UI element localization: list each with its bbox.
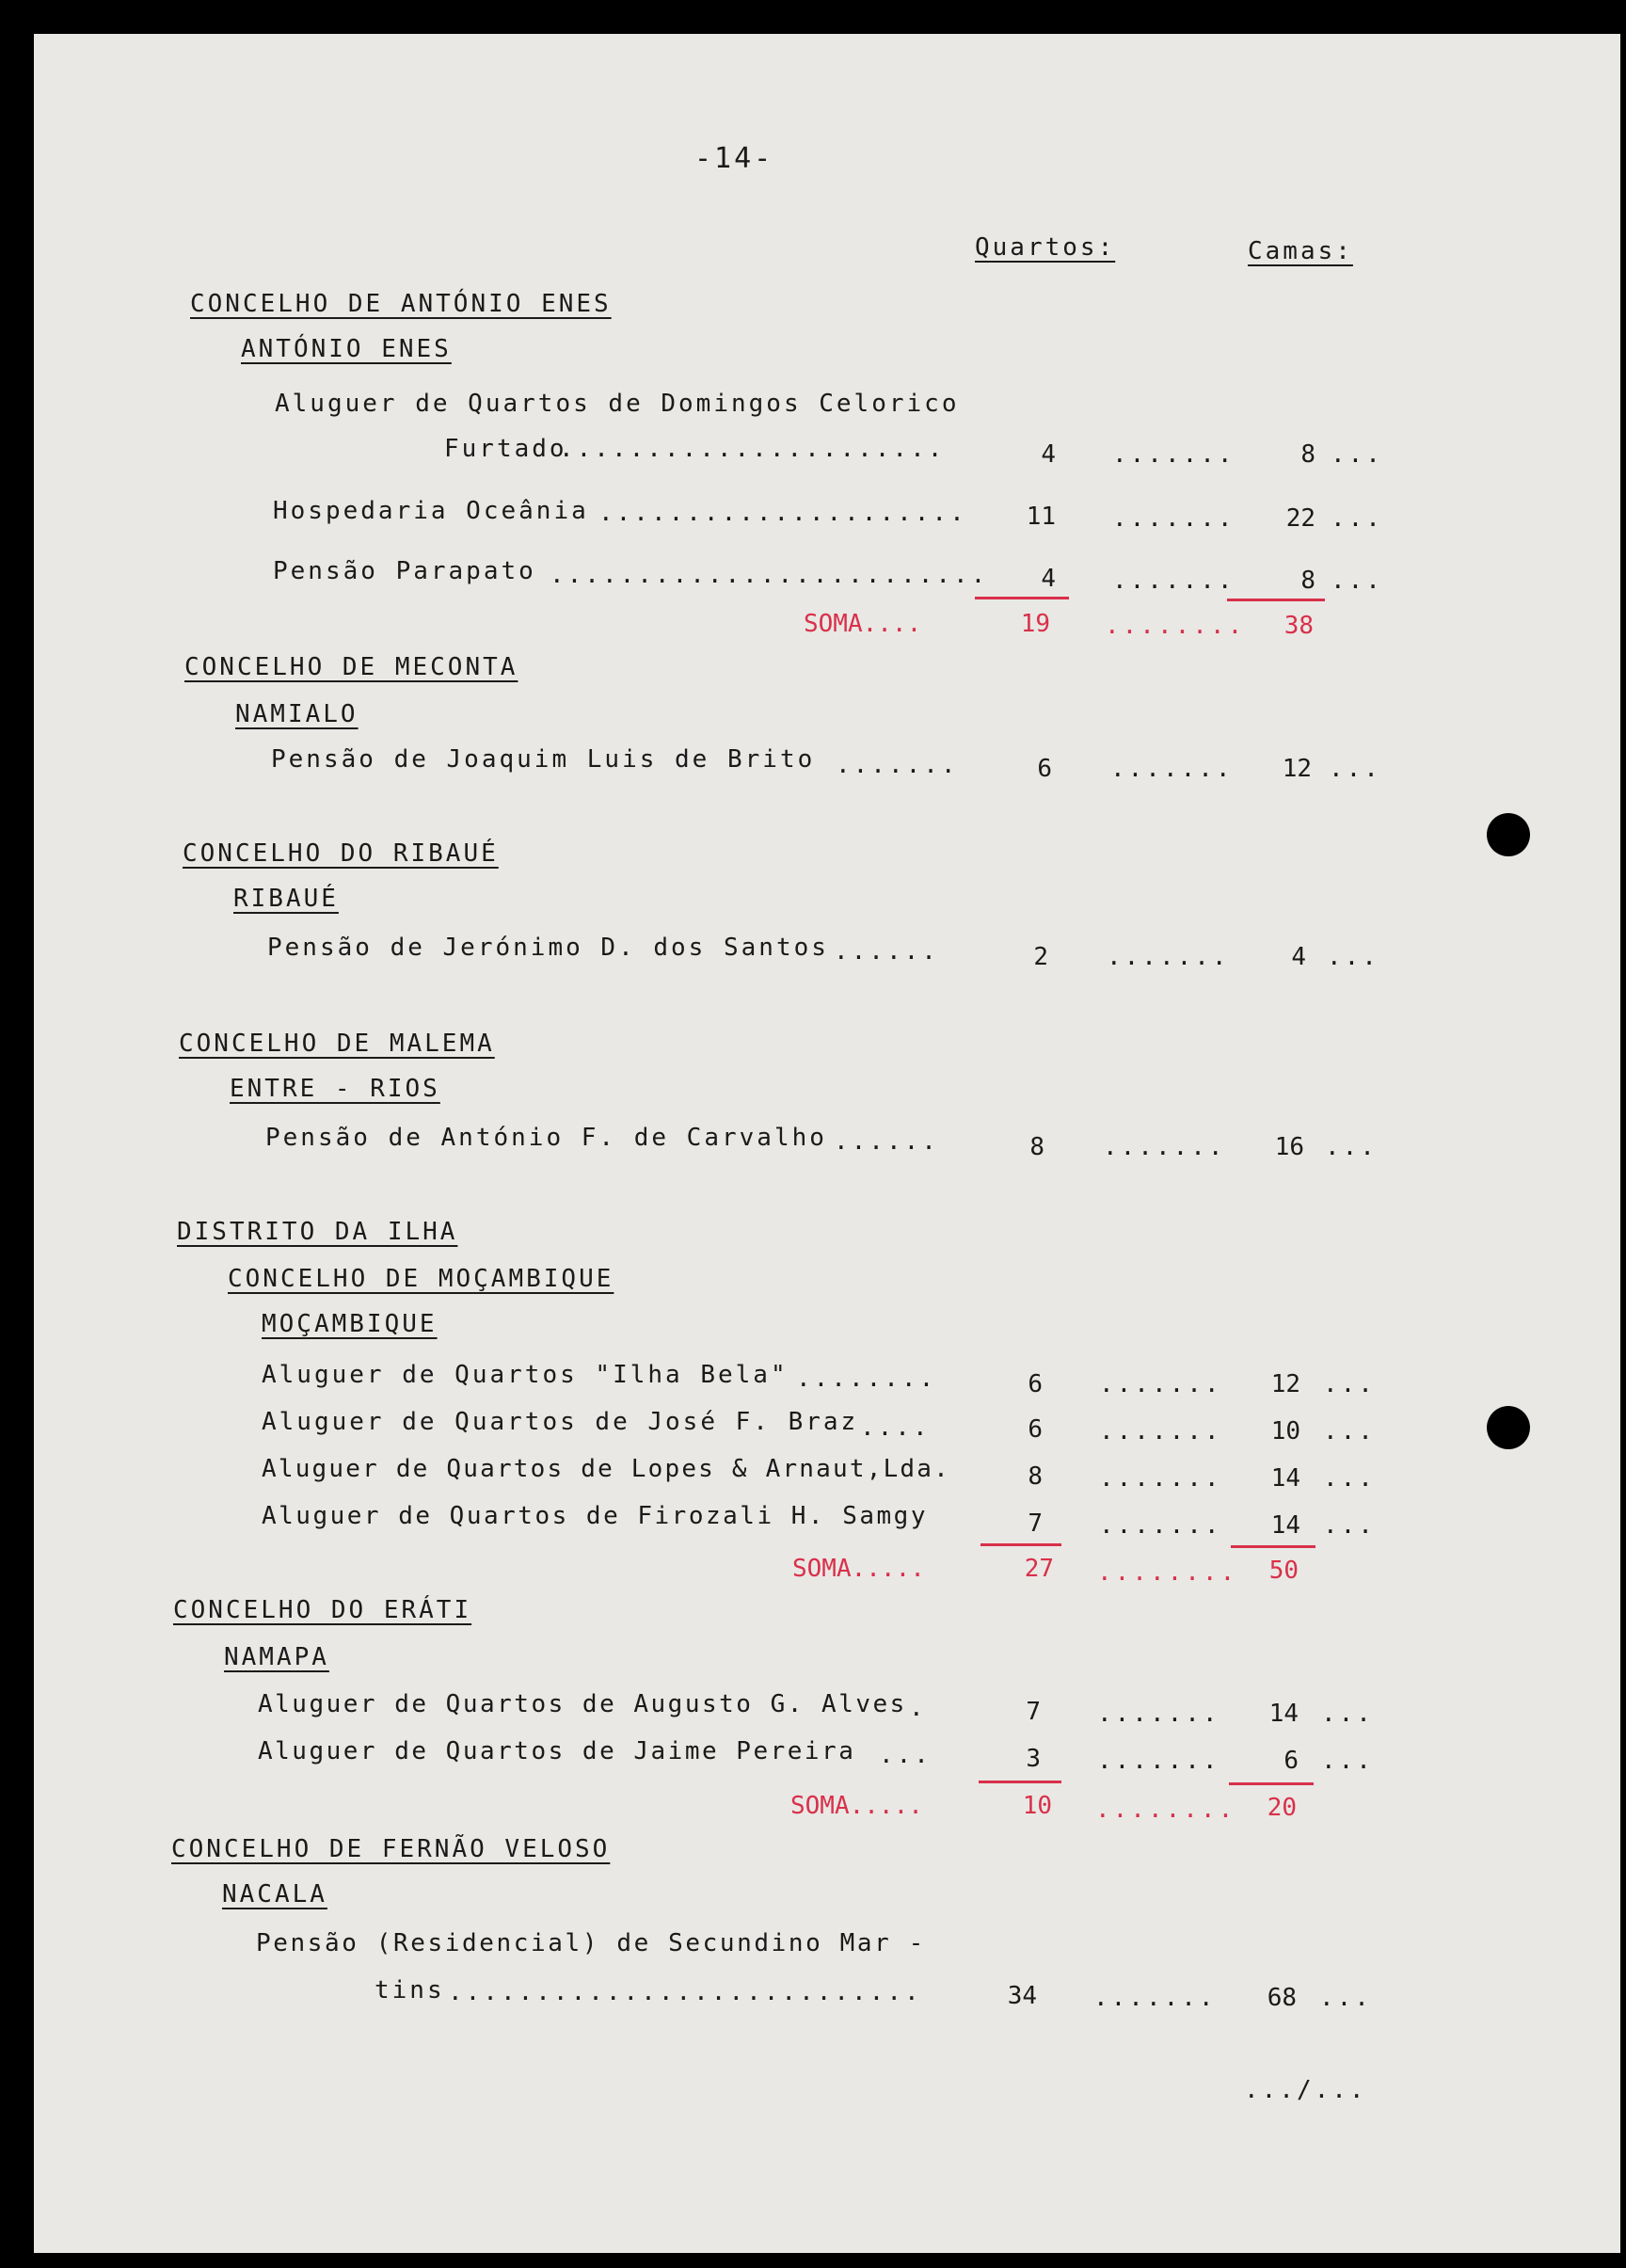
- quartos-value: 34: [1007, 1982, 1037, 2010]
- camas-value: 14: [1268, 1700, 1299, 1728]
- sum-rule: [980, 1543, 1061, 1546]
- locality-namialo: NAMIALO: [235, 700, 359, 728]
- punch-hole-top: [1487, 813, 1530, 856]
- quartos-value: 7: [1026, 1698, 1041, 1726]
- leader-dots: .......: [836, 751, 959, 779]
- concelho-erati: CONCELHO DO ERÁTI: [173, 1596, 472, 1624]
- sum-rule: [1231, 1545, 1315, 1548]
- camas-value: 16: [1274, 1133, 1304, 1161]
- quartos-value: 6: [1037, 755, 1052, 783]
- item-name: Aluguer de Quartos de Augusto G. Alves: [258, 1690, 907, 1718]
- camas-value: 12: [1270, 1370, 1300, 1398]
- header-camas: Camas:: [1248, 237, 1353, 265]
- header-quartos: Quartos:: [975, 233, 1116, 262]
- distrito-ilha: DISTRITO DA ILHA: [177, 1218, 458, 1246]
- cont-dots: ...: [1323, 1511, 1376, 1540]
- item-name: Pensão (Residencial) de Secundino Mar -: [256, 1929, 926, 1957]
- cont-dots: ...: [1331, 440, 1383, 469]
- cont-dots: ...: [1331, 504, 1383, 533]
- soma-camas: 38: [1283, 612, 1314, 640]
- camas-value: 14: [1270, 1511, 1300, 1540]
- camas-value: 6: [1283, 1747, 1299, 1775]
- mid-dots: .......: [1093, 1984, 1217, 2012]
- item-name: Pensão Parapato: [273, 557, 536, 585]
- cont-dots: ...: [1321, 1747, 1374, 1775]
- document-page: [34, 34, 1620, 2253]
- punch-hole-bottom: [1487, 1406, 1530, 1449]
- mid-dots: .......: [1097, 1747, 1220, 1775]
- red-dots: ........: [1097, 1558, 1238, 1587]
- cont-dots: ...: [1321, 1700, 1374, 1728]
- item-name: Pensão de Joaquim Luis de Brito: [271, 745, 816, 774]
- red-dots: ........: [1095, 1796, 1236, 1824]
- mid-dots: .......: [1112, 567, 1235, 595]
- soma-quartos: 10: [1022, 1792, 1052, 1820]
- mid-dots: .......: [1097, 1700, 1220, 1728]
- leader-dots: ......: [834, 937, 939, 966]
- locality-mocambique: MOÇAMBIQUE: [262, 1310, 438, 1338]
- camas-value: 12: [1282, 755, 1312, 783]
- concelho-mocambique: CONCELHO DE MOÇAMBIQUE: [228, 1265, 614, 1293]
- item-name: Aluguer de Quartos de Lopes & Arnaut,Lda.: [262, 1455, 950, 1483]
- mid-dots: .......: [1103, 1133, 1226, 1161]
- concelho-meconta: CONCELHO DE MECONTA: [184, 653, 518, 681]
- item-name-cont: tins: [375, 1976, 445, 2004]
- sum-rule: [975, 597, 1069, 599]
- soma-label: SOMA.....: [792, 1555, 925, 1583]
- quartos-value: 4: [1041, 565, 1056, 593]
- item-name: Aluguer de Quartos de José F. Braz: [262, 1408, 859, 1436]
- concelho-ribaue: CONCELHO DO RIBAUÉ: [183, 839, 499, 868]
- camas-value: 8: [1300, 440, 1315, 469]
- item-name: Aluguer de Quartos de Firozali H. Samgy: [262, 1502, 928, 1530]
- item-name-cont: Furtado: [444, 435, 567, 463]
- page-number: -14-: [694, 142, 774, 175]
- mid-dots: .......: [1112, 440, 1235, 469]
- sum-rule: [979, 1781, 1061, 1783]
- camas-value: 10: [1270, 1417, 1300, 1445]
- leader-dots: .........................: [550, 561, 989, 589]
- item-name: Hospedaria Oceânia: [273, 497, 589, 525]
- leader-dots: ...........................: [448, 1978, 922, 2006]
- sum-rule: [1227, 599, 1325, 601]
- cont-dots: ...: [1325, 1133, 1378, 1161]
- camas-value: 14: [1270, 1464, 1300, 1493]
- cont-dots: ...: [1323, 1417, 1376, 1445]
- cont-dots: ...: [1329, 755, 1381, 783]
- item-name: Pensão de António F. de Carvalho: [265, 1124, 827, 1152]
- item-name: Aluguer de Quartos "Ilha Bela": [262, 1361, 789, 1389]
- locality-namapa: NAMAPA: [224, 1643, 329, 1671]
- cont-dots: ...: [1319, 1984, 1372, 2012]
- mid-dots: .......: [1112, 504, 1235, 533]
- leader-dots: ......: [834, 1127, 939, 1156]
- cont-dots: ...: [1331, 567, 1383, 595]
- camas-value: 4: [1291, 943, 1306, 971]
- red-dots: ........: [1105, 612, 1246, 640]
- leader-dots: ......................: [559, 435, 946, 463]
- locality-entre-rios: ENTRE - RIOS: [230, 1075, 440, 1103]
- locality-nacala: NACALA: [222, 1880, 327, 1909]
- cont-dots: ...: [1327, 943, 1379, 971]
- leader-dots: ....: [860, 1414, 931, 1442]
- camas-value: 8: [1300, 567, 1315, 595]
- quartos-value: 2: [1033, 943, 1048, 971]
- concelho-fernao-veloso: CONCELHO DE FERNÃO VELOSO: [171, 1835, 611, 1863]
- quartos-value: 7: [1028, 1509, 1043, 1538]
- mid-dots: .......: [1107, 943, 1230, 971]
- mid-dots: .......: [1110, 755, 1234, 783]
- soma-camas: 50: [1268, 1557, 1299, 1585]
- quartos-value: 4: [1041, 440, 1056, 469]
- quartos-value: 6: [1028, 1415, 1043, 1444]
- quartos-value: 6: [1028, 1370, 1043, 1398]
- quartos-value: 3: [1026, 1745, 1041, 1773]
- item-name: Pensão de Jerónimo D. dos Santos: [267, 934, 829, 962]
- soma-quartos: 19: [1020, 610, 1050, 638]
- soma-label: SOMA....: [804, 610, 922, 638]
- item-name: Aluguer de Quartos de Jaime Pereira: [258, 1737, 856, 1765]
- locality-antonio-enes: ANTÓNIO ENES: [241, 335, 452, 363]
- quartos-value: 8: [1028, 1462, 1043, 1491]
- item-name: Aluguer de Quartos de Domingos Celorico: [275, 390, 960, 418]
- leader-dots: .: [909, 1694, 927, 1722]
- camas-value: 68: [1267, 1984, 1297, 2012]
- leader-dots: ........: [796, 1365, 937, 1393]
- soma-label: SOMA.....: [790, 1792, 923, 1820]
- cont-dots: ...: [1323, 1370, 1376, 1398]
- camas-value: 22: [1285, 504, 1315, 533]
- sum-rule: [1229, 1782, 1314, 1785]
- mid-dots: .......: [1099, 1464, 1222, 1493]
- continued-marker: .../...: [1244, 2076, 1367, 2104]
- quartos-value: 11: [1026, 503, 1056, 531]
- mid-dots: .......: [1099, 1370, 1222, 1398]
- quartos-value: 8: [1029, 1133, 1044, 1161]
- locality-ribaue: RIBAUÉ: [233, 885, 339, 913]
- mid-dots: .......: [1099, 1511, 1222, 1540]
- concelho-malema: CONCELHO DE MALEMA: [179, 1030, 495, 1058]
- leader-dots: .....................: [598, 499, 967, 527]
- leader-dots: ...: [879, 1741, 932, 1769]
- mid-dots: .......: [1099, 1417, 1222, 1445]
- soma-camas: 20: [1267, 1794, 1297, 1822]
- concelho-antonio-enes: CONCELHO DE ANTÓNIO ENES: [190, 290, 612, 318]
- soma-quartos: 27: [1024, 1555, 1054, 1583]
- cont-dots: ...: [1323, 1464, 1376, 1493]
